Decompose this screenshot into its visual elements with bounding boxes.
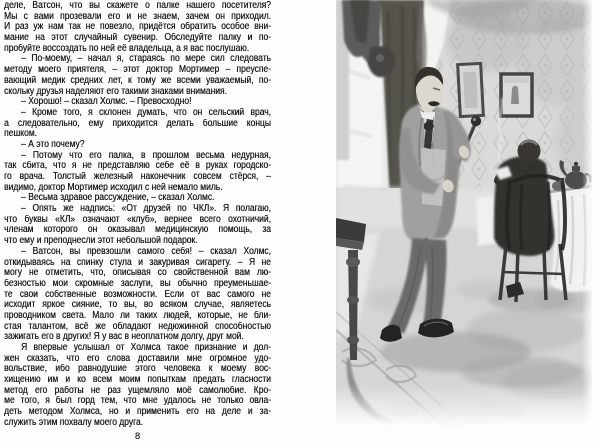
text-line: – Опять же надпись: «От друзей по ЧКЛ». Я полагаю, [21,204,271,215]
text-line: деть методом Холмса, но и применить его на деле и за- [4,407,271,418]
text-line: – Хорошо! – сказал Холмс. – Превосходно! [21,97,192,108]
bottom-fade [336,384,592,426]
text-column [4,1,271,429]
page-number: 8 [134,431,141,442]
text-line: – Кроме того, я склонен думать, что он сельский врач, [21,107,271,118]
text-line: – Потому что его палка, в прошлом весьма недурная, [21,150,271,161]
text-line: а следовательно, ему приходится делать большие концы [4,118,271,129]
text-line: И раз уж нам так не повезло, придётся обратить особое вни- [4,22,271,33]
text-line: – Весьма здравое рассуждение, – сказал Холмс. [21,193,215,204]
book-illustration [336,0,592,426]
text-line: методу моего приятеля, – этот доктор Мортимер – преуспе- [4,65,271,76]
text-line: видимо, доктор Мортимер исходил с ней немало миль. [4,182,223,193]
text-line: что буквы «КЛ» означают «клуб», вернее всего охотничий, [4,214,271,225]
text-line: вающий медик средних лет, к тому же всеми уважаемый, по- [4,75,271,86]
text-line: так сбита, что я не представляю себе её в руках городско- [4,161,271,172]
text-line: безностью мои скромные заслуги, вы обычно преуменьшае- [4,278,271,289]
text-line: могу не отметить, что, описывая со свойственной вам лю- [4,268,271,279]
text-line: откидываясь на спинку стула и закуривая сигарету. – Я не [4,257,271,268]
text-line: проводником света. Мало ли таких людей, которые, не бли- [4,310,271,321]
holmes-head [518,140,541,163]
illustration-figure [336,0,592,426]
text-line: жен сказать, что его слова доставили мне огромное удо- [4,353,271,364]
text-line: – А это почему? [21,139,85,150]
right-fade [582,0,592,426]
text-line: пробуйте воссоздать по ней её владельца, а я вас послушаю. [4,43,249,54]
text-line: Мы с вами прозевали его и не знаем, зачем он приходил. [4,11,271,22]
text-line: зажигать его в других! Я у вас в неоплатном долгу, друг мой. [4,332,244,343]
text-line: служить этим похвалу моего друга. [4,417,144,428]
text-line: вольствие, ибо равнодушие этого человека к моему вос- [4,364,271,375]
text-line: деле, Ватсон, что вы скажете о палке нашего посетителя? [4,1,271,11]
text-line: мание на этот случайный сувенир. Обследуйте палку и по- [4,33,271,44]
text-line: те свои собственные возможности. Если от вас самого не [4,289,271,300]
text-line: Я впервые услышал от Холмса такое признание и дол- [21,343,271,353]
text-line: скольку друзья наделяют его такими знаками внимания. [4,86,227,97]
text-line: ме того, я был горд тем, что мне удалось не только овла- [4,396,271,407]
text-line: хищению им и ко всем моим попыткам предать гласности [4,375,271,386]
text-line: го врача. Толстый железный наконечник совсем стёрся, – [4,172,271,182]
text-line: исходит яркое сияние, то вы, во всяком случае, являетесь [4,300,271,311]
text-line: стая талантом, всё же обладают недюжинной способностью [4,321,271,332]
text-line: – Ватсон, вы превзошли самого себя! – сказал Холмс, [21,246,271,257]
text-line: что ему и преподнесли этот небольшой подарок. [4,236,198,247]
text-line: – По-моему, – начал я, стараясь по мере сил следовать [21,54,271,65]
text-line: членам которого он оказывал медицинскую помощь, за [4,225,271,236]
text-line: метод его работы не раз ущемляло моё самолюбие. Кро- [4,385,271,396]
text-line: пешком. [4,129,37,140]
